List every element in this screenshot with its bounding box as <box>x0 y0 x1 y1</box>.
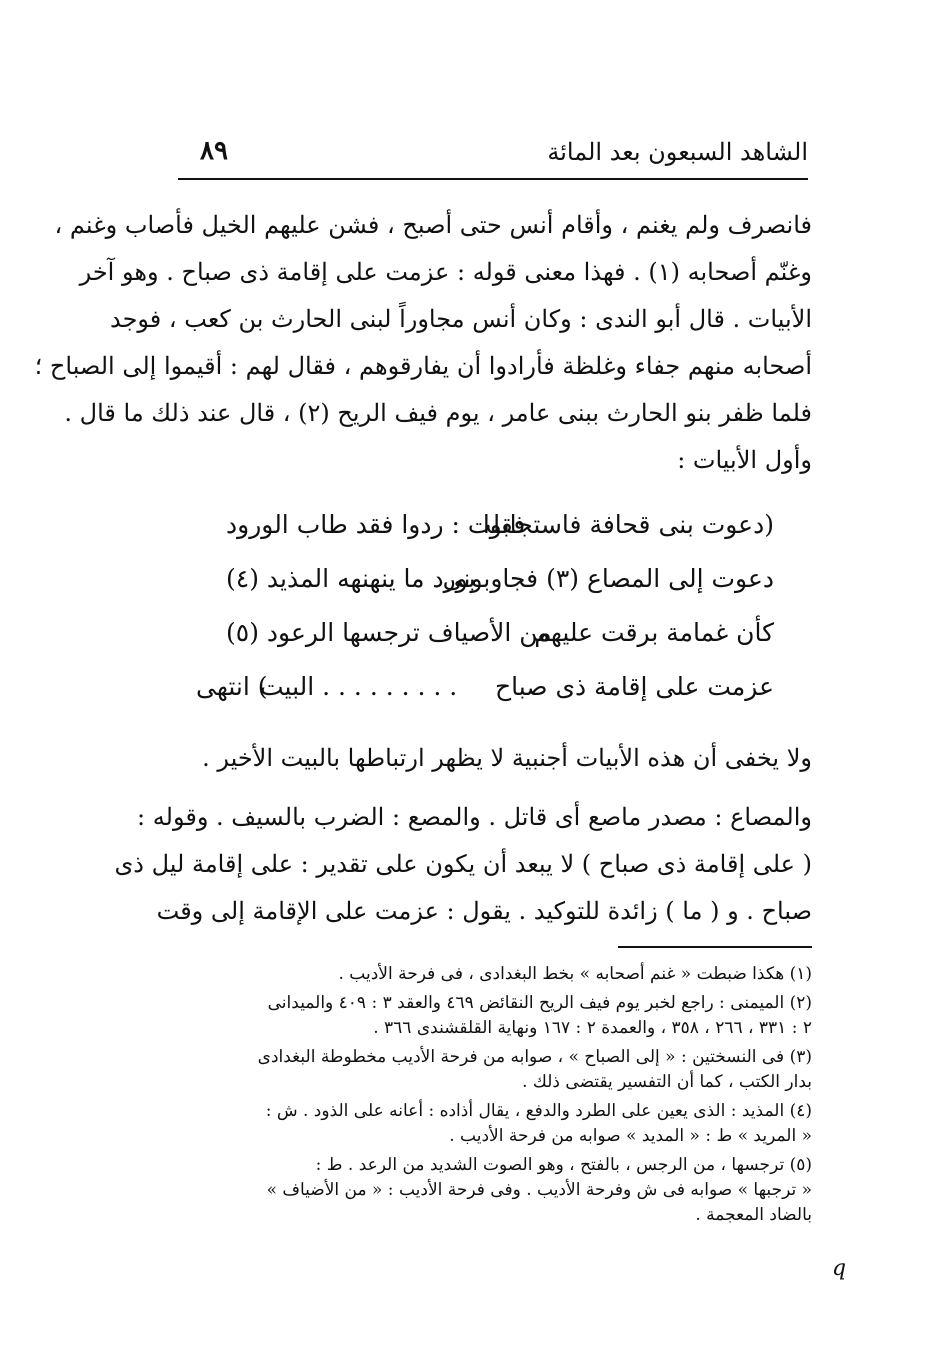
margin-mark: q <box>832 1256 847 1281</box>
prose-line: الأبيات . قال أبو الندى : وكان أنس مجاوراً لبنى الحارث بن كعب ، فوجد <box>109 305 812 333</box>
first-hemistich: دعوت إلى المصاع (٣) فجاوبونى <box>442 564 774 593</box>
first-hemistich: عزمت على إقامة ذى صباح <box>494 672 774 701</box>
prose-line: وأول الأبيات : <box>677 446 812 474</box>
footnote <box>196 1099 812 1149</box>
running-title: الشاهد السبعون بعد المائة <box>547 138 808 166</box>
footnote <box>196 991 812 1041</box>
prose-line: والمصاع : مصدر ماصع أى قاتل . والمصع : الضرب بالسيف . وقوله : <box>137 803 812 831</box>
page-number: ٨٩ <box>200 136 228 166</box>
footnote <box>196 1153 812 1228</box>
second-hemistich: . . . . . . . . . البيت <box>260 672 458 701</box>
prose-line: صباح . و ( ما ) زائدة للتوكيد . يقول : عزمت على الإقامة إلى وقت <box>156 897 812 925</box>
footnote-line: (٢) الميمنى : راجع لخبر يوم فيف الريح النقائض ٤٦٩ والعقد ٣ : ٤٠٩ والميدانى <box>267 993 812 1013</box>
footnote-line: ٢ : ٣٣١ ، ٢٦٦ ، ٣٥٨ ، والعمدة ٢ : ١٦٧ ونهاية القلقشندى ٣٦٦ . <box>373 1018 812 1038</box>
verse <box>196 618 812 672</box>
verse <box>196 510 812 564</box>
prose-line: ( على إقامة ذى صباح ) لا يبعد أن يكون على تقدير : على إقامة ليل ذى <box>114 850 812 878</box>
footnote-line: (١) هكذا ضبطت « غنم أصحابه » بخط البغدادى ، فى فرحة الأديب . <box>338 964 812 984</box>
prose-line: فلما ظفر بنو الحارث ببنى عامر ، يوم فيف الريح (٢) ، قال عند ذلك ما قال . <box>64 399 812 427</box>
prose-line: وغنّم أصحابه (١) . فهذا معنى قوله : عزمت على إقامة ذى صباح . وهو آخر <box>79 258 812 286</box>
footnote-line: « ترجبها » صوابه فى ش وفرحة الأديب . وفى فرحة الأديب : « من الأضياف » <box>266 1180 812 1200</box>
footnote <box>196 1045 812 1095</box>
main-paragraph <box>34 202 812 484</box>
footnote-rule <box>618 946 812 948</box>
header-rule <box>178 178 808 180</box>
prose-line: فانصرف ولم يغنم ، وأقام أنس حتى أصبح ، فشن عليهم الخيل فأصاب وغنم ، <box>54 211 812 239</box>
footnote <box>196 962 812 987</box>
footnote-line: « المريد » ط : « المديد » صوابه من فرحة الأديب . <box>449 1126 812 1146</box>
poem-block <box>196 510 812 726</box>
editor-note: ولا يخفى أن هذه الأبيات أجنبية لا يظهر ارتباطها بالبيت الأخير . <box>202 744 812 772</box>
first-hemistich: كأن غمامة برقت عليهم <box>534 618 774 647</box>
verse <box>196 564 812 618</box>
verse <box>196 672 812 726</box>
page-header <box>178 132 808 178</box>
second-hemistich: من الأصياف ترجسها الرعود (٥) <box>226 618 552 647</box>
footnote-line: بالضاد المعجمة . <box>695 1205 812 1225</box>
footnote-line: (٥) ترجسها ، من الرجس ، بالفتح ، وهو الصوت الشديد من الرعد . ط : <box>315 1155 812 1175</box>
footnote-line: بدار الكتب ، كما أن التفسير يقتضى ذلك . <box>522 1072 812 1092</box>
first-hemistich: (دعوت بنى قحافة فاستجابوا <box>482 510 774 539</box>
prose-line: أصحابه منهم جفاء وغلظة فأرادوا أن يفارقوهم ، فقال لهم : أقيموا إلى الصباح ؛ <box>34 352 812 380</box>
quote-end: ) انتهى <box>196 672 268 701</box>
footnote-line: (٤) المذيد : الذى يعين على الطرد والدفع ، يقال أذاده : أعانه على الذود . ش : <box>265 1101 812 1121</box>
second-hemistich: بورد ما ينهنهه المذيد (٤) <box>226 564 476 593</box>
footnote-line: (٣) فى النسختين : « إلى الصباح » ، صوابه من فرحة الأديب مخطوطة البغدادى <box>257 1047 812 1067</box>
commentary-paragraph <box>114 794 812 935</box>
footnotes <box>196 962 812 1232</box>
second-hemistich: فقلت : ردوا فقد طاب الورود <box>226 510 526 539</box>
